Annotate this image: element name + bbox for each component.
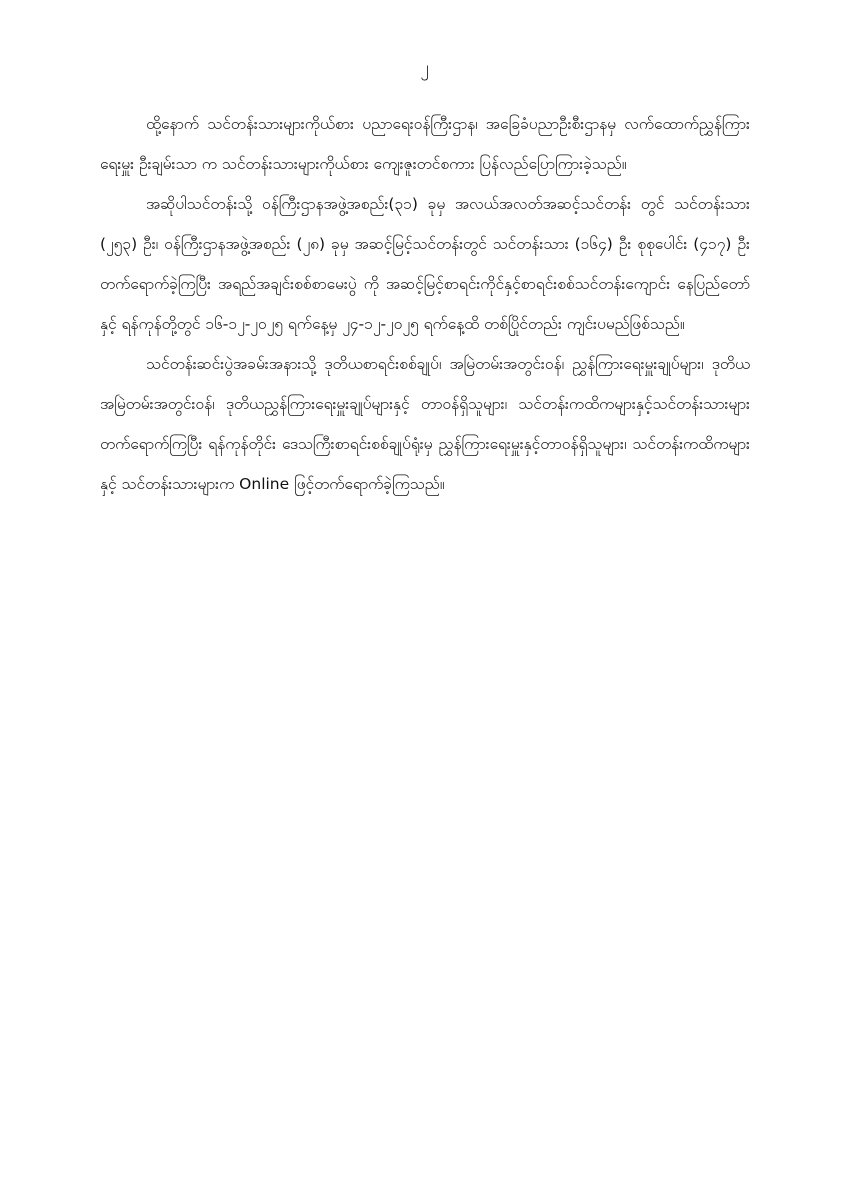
paragraph-ceremony-attendees: သင်တန်းဆင်းပွဲအခမ်းအနားသို့ ဒုတိယစာရင်းစစ်ချုပ်၊ အမြဲတမ်းအတွင်းဝန်၊ ညွှန်ကြားရေးမှူးချုပ်များ၊ ဒုတိယအမြဲတမ်းအတွင်းဝန်၊ ဒုတိယညွှန်ကြားရေးမှူးချုပ်များနှင့် တာဝန်ရှိသူများ၊ သင်တန်းကထိကများနှင့်သင်တန်းသားများတက်ရောက်ကြပြီး ရန်ကုန်တိုင်း ဒေသကြီးစာရင်းစစ်ချုပ်ရုံးမှ ညွှန်ကြားရေးမှူးနှင့်တာဝန်ရှိသူများ၊ သင်တန်းကထိကများနှင့် သင်တန်းသားများက Online ဖြင့်တက်ရောက်ခဲ့ကြသည်။ (100, 355, 750, 493)
paragraph-attendance-exam: အဆိုပါသင်တန်းသို့ ဝန်ကြီးဌာနအဖွဲ့အစည်း(၃၁) ခုမှ အလယ်အလတ်အဆင့်သင်တန်း တွင် သင်တန်းသား (၂၅၃) ဦး၊ ဝန်ကြီးဌာနအဖွဲ့အစည်း (၂၈) ခုမှ အဆင့်မြင့်သင်တန်းတွင် သင်တန်းသား (၁၆၄) ဦး စုစုပေါင်း (၄၁၇) ဦး တက်ရောက်ခဲ့ကြပြီး အရည်အချင်းစစ်စာမေးပွဲ ကို အဆင့်မြင့်စာရင်းကိုင်နှင့်စာရင်းစစ်သင်တန်းကျောင်း နေပြည်တော်နှင့် ရန်ကုန်တို့တွင် ၁၆-၁၂-၂၀၂၅ ရက်နေ့မှ ၂၄-၁၂-၂၀၂၅ ရက်နေ့ထိ တစ်ပြိုင်တည်း ကျင်းပမည်ဖြစ်သည်။ (100, 195, 750, 333)
body-text (100, 104, 750, 504)
page-number: ၂ (420, 58, 429, 78)
paragraph-closing-remarks: ထို့နောက် သင်တန်းသားများကိုယ်စား ပညာရေးဝန်ကြီးဌာန၊ အခြေခံပညာဦးစီးဌာနမှ လက်ထောက်ညွှန်ကြားရေးမှူး ဦးချမ်းသာ က သင်တန်းသားများကိုယ်စား ကျေးဇူးတင်စကား ပြန်လည်ပြောကြားခဲ့သည်။ (100, 115, 750, 173)
